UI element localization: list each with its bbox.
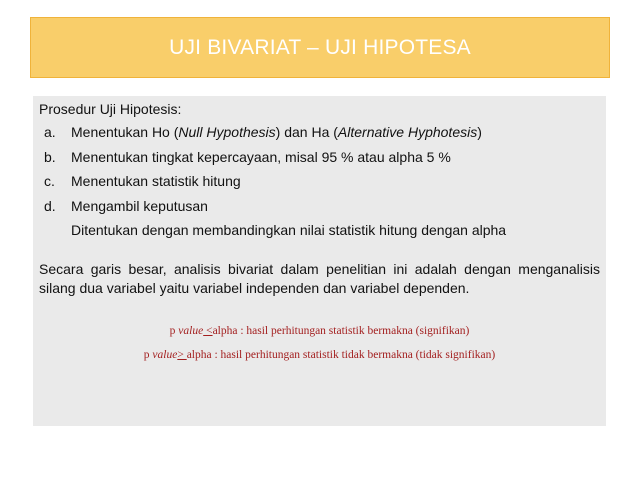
list-item bbox=[39, 145, 600, 170]
formula-rest: alpha : hasil perhitungan statistik tidak bermakna (tidak signifikan) bbox=[186, 349, 496, 361]
list-item-text bbox=[71, 120, 600, 145]
non-significance-rule bbox=[39, 349, 600, 361]
list-item bbox=[39, 194, 600, 219]
list-marker: c. bbox=[44, 173, 55, 189]
step-d-detail: Ditentukan dengan membandingkan nilai statistik hitung dengan alpha bbox=[71, 222, 507, 238]
formula-value: value bbox=[178, 325, 204, 337]
content-box bbox=[33, 96, 606, 426]
formula-p: p bbox=[143, 349, 153, 361]
list-item-text: Menentukan tingkat kepercayaan, misal 95 % atau alpha 5 % bbox=[71, 148, 451, 165]
formula-value: value bbox=[152, 349, 178, 361]
title-bar bbox=[30, 17, 610, 78]
step-a-prefix: Menentukan Ho ( bbox=[71, 124, 179, 140]
formula-operator: < bbox=[203, 325, 213, 337]
formula-operator: > bbox=[177, 349, 187, 361]
alternative-hypothesis-term: Alternative Hyphotesis bbox=[337, 124, 478, 140]
significance-rule bbox=[39, 325, 600, 337]
step-a-suffix: ) bbox=[477, 124, 482, 140]
formula-p: p bbox=[169, 325, 179, 337]
intro-text: Prosedur Uji Hipotesis: bbox=[39, 101, 182, 117]
list-marker: d. bbox=[44, 197, 56, 214]
list-marker: a. bbox=[44, 124, 56, 140]
list-item-text: Menentukan statistik hitung bbox=[71, 173, 241, 189]
formula-rest: alpha : hasil perhitungan statistik bermakna (signifikan) bbox=[212, 325, 470, 337]
list-item bbox=[39, 120, 600, 145]
summary-paragraph: Secara garis besar, analisis bivariat dalam penelitian ini adalah dengan menganalisis silang dua variabel yaitu variabel independen dan variabel dependen. bbox=[39, 261, 600, 296]
list-item-text: Mengambil keputusan bbox=[71, 197, 208, 214]
null-hypothesis-term: Null Hypothesis bbox=[178, 124, 276, 140]
step-a-middle: ) dan Ha ( bbox=[275, 124, 338, 140]
slide-title: UJI BIVARIAT – UJI HIPOTESA bbox=[169, 35, 471, 59]
list-item bbox=[39, 169, 600, 194]
procedure-list bbox=[39, 120, 600, 218]
list-marker: b. bbox=[44, 148, 56, 165]
